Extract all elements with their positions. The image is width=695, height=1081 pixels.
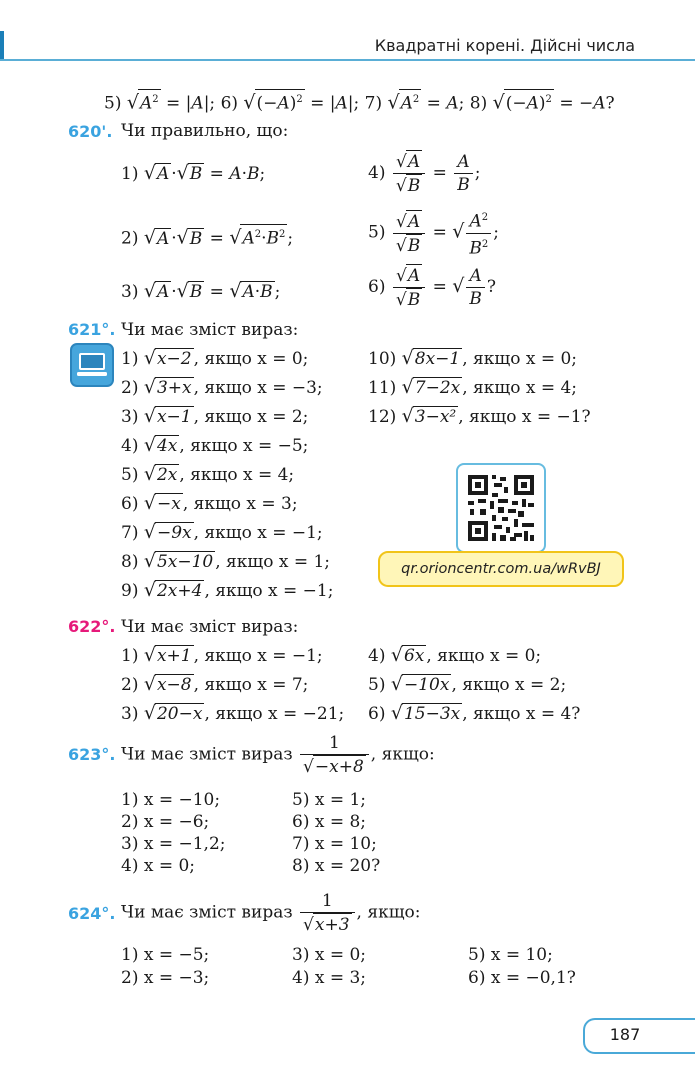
p621-condition: , якщо x = −3; (193, 378, 323, 398)
p621-radicand (155, 551, 215, 572)
problem-621-question: Чи має зміст вираз: (121, 320, 299, 340)
p621-item (121, 580, 333, 601)
p622-condition: , якщо x = 4? (462, 704, 581, 724)
p621-radicand-text: 3−x² (414, 407, 457, 427)
p622-radicand-text: 15−3x (403, 704, 461, 724)
p621-radicand-text: 5x−10 (156, 552, 214, 572)
p624-item: 4) x = 3; (292, 968, 367, 988)
p621-item-number: 12) (368, 407, 397, 427)
sqrt-symbol: √ (390, 673, 403, 695)
sqrt-symbol: √ (143, 644, 156, 666)
p621-condition: , якщо x = −1; (193, 523, 323, 543)
p621-radicand (155, 435, 179, 456)
problem-624-question: Чи має зміст вираз $\frac{1}{√x+3}$ , якщо: (121, 891, 421, 935)
p622-radicand (155, 645, 194, 666)
item-620-4: 4) $\frac{√A}{√B}$ = $\frac{A}{B}$ ; (368, 152, 481, 196)
p624-item: 1) x = −5; (121, 945, 210, 965)
sqrt-symbol: √ (143, 521, 156, 543)
page-number-box (583, 1018, 695, 1054)
qr-code[interactable] (456, 463, 546, 553)
p623-item: 5) x = 1; (292, 790, 367, 810)
sqrt-symbol: √ (401, 376, 414, 398)
p621-item-number: 5) (121, 465, 139, 485)
p622-radicand-text: −10x (403, 675, 450, 695)
computer-icon (70, 343, 114, 387)
p621-radicand-text: x−1 (156, 407, 192, 427)
p621-condition: , якщо x = −5; (179, 436, 309, 456)
sqrt-symbol: √ (390, 644, 403, 666)
p621-radicand (413, 377, 462, 398)
p621-condition: , якщо x = −1; (204, 581, 334, 601)
p621-item-number: 11) (368, 378, 397, 398)
p621-condition: , якщо x = 1; (215, 552, 331, 572)
sqrt-symbol: √ (143, 434, 156, 456)
problem-number-620: 620'. (68, 122, 113, 141)
p621-item-number: 6) (121, 494, 139, 514)
p621-radicand (155, 406, 194, 427)
p621-condition: , якщо x = 4; (179, 465, 295, 485)
p622-radicand (155, 703, 204, 724)
p623-item: 4) x = 0; (121, 856, 196, 876)
p621-radicand-text: 8x−1 (414, 349, 461, 369)
p622-item-number: 5) (368, 675, 386, 695)
p622-item-number: 6) (368, 704, 386, 724)
p622-item-number: 3) (121, 704, 139, 724)
sqrt-symbol: √ (143, 550, 156, 572)
p622-radicand (155, 674, 194, 695)
p621-radicand-text: x−2 (156, 349, 192, 369)
p621-radicand (413, 406, 458, 427)
p621-condition: , якщо x = 4; (462, 378, 578, 398)
sqrt-symbol: √ (143, 376, 156, 398)
p621-item (121, 493, 298, 514)
problem-number-624: 624°. (68, 904, 116, 923)
chapter-title: Квадратні корені. Дійсні числа (374, 36, 635, 55)
p621-item-number: 7) (121, 523, 139, 543)
p622-radicand-text: x+1 (156, 646, 192, 666)
p622-item (368, 703, 580, 724)
header-line (0, 59, 695, 61)
item-620-1: 1) √A ·√B = A·B; (121, 162, 266, 184)
sqrt-symbol: √ (143, 702, 156, 724)
p623-item: 1) x = −10; (121, 790, 221, 810)
p624-item: 3) x = 0; (292, 945, 367, 965)
item-620-3: 3) √A ·√B = √A·B ; (121, 280, 281, 302)
p621-item-number: 3) (121, 407, 139, 427)
p621-radicand-text: 3+x (156, 378, 192, 398)
continuation-line: 5) $√A^2 = |A|$; 6) $√(-A)^2 = |A|$; 7) $√A^2 = A$; 8) $√(-A)^2 = -A$? (104, 89, 615, 114)
p621-radicand-text: 2x (156, 465, 178, 485)
p622-item (121, 645, 323, 666)
problem-620-question: Чи правильно, що: (121, 121, 289, 141)
p621-item-number: 10) (368, 349, 397, 369)
p621-item (368, 406, 591, 427)
p622-condition: , якщо x = −21; (204, 704, 345, 724)
p622-condition: , якщо x = 7; (193, 675, 309, 695)
p621-item (121, 435, 308, 456)
qr-link[interactable]: qr.orioncentr.com.ua/wRvBJ (378, 551, 624, 587)
p622-radicand (402, 703, 462, 724)
page-number: 187 (609, 1025, 641, 1044)
p622-condition: , якщо x = 2; (451, 675, 567, 695)
problem-number-622: 622°. (68, 617, 116, 636)
p621-radicand (155, 464, 179, 485)
sqrt-symbol: √ (143, 347, 156, 369)
p621-radicand (155, 493, 183, 514)
sqrt-symbol: √ (143, 492, 156, 514)
p621-radicand (413, 348, 462, 369)
p621-item (121, 551, 330, 572)
sqrt-symbol: √ (401, 405, 414, 427)
p624-item: 5) x = 10; (468, 945, 553, 965)
p622-radicand-text: 20−x (156, 704, 203, 724)
p621-item-number: 2) (121, 378, 139, 398)
p623-item: 6) x = 8; (292, 812, 367, 832)
p621-item (121, 348, 308, 369)
p621-condition: , якщо x = 3; (182, 494, 298, 514)
problem-622-question: Чи має зміст вираз: (121, 617, 299, 637)
p622-item (121, 703, 344, 724)
p622-item (368, 674, 566, 695)
p621-radicand (155, 580, 204, 601)
p621-radicand-text: 4x (156, 436, 178, 456)
item-620-5: 5) $\frac{√A}{√B}$ = √ $\frac{A^2}{B^2}$ ; (368, 207, 499, 259)
p623-item: 3) x = −1,2; (121, 834, 226, 854)
p621-condition: , якщо x = 0; (193, 349, 309, 369)
p622-radicand (402, 645, 426, 666)
p624-item: 6) x = −0,1? (468, 968, 576, 988)
p621-radicand-text: −x (156, 494, 181, 514)
page-header (0, 31, 695, 61)
p621-item (121, 377, 323, 398)
sqrt-symbol: √ (401, 347, 414, 369)
problem-number-621: 621°. (68, 320, 116, 339)
p623-item: 7) x = 10; (292, 834, 377, 854)
p621-item (121, 406, 308, 427)
p621-condition: , якщо x = 2; (193, 407, 309, 427)
sqrt-symbol: √ (390, 702, 403, 724)
p624-item: 2) x = −3; (121, 968, 210, 988)
p622-item-number: 1) (121, 646, 139, 666)
p621-item-number: 1) (121, 349, 139, 369)
sqrt-symbol: √ (143, 579, 156, 601)
p621-condition: , якщо x = 0; (462, 349, 578, 369)
p622-item-number: 2) (121, 675, 139, 695)
problem-623-question: Чи має зміст вираз $\frac{1}{√-x+8}$ , якщо: (121, 733, 435, 777)
p621-item-number: 8) (121, 552, 139, 572)
p622-radicand (402, 674, 451, 695)
p621-item (121, 522, 323, 543)
p621-radicand (155, 348, 194, 369)
p622-item (368, 645, 541, 666)
p623-item: 8) x = 20? (292, 856, 381, 876)
p621-radicand (155, 522, 194, 543)
item-620-2: 2) $√A \cdot√B = √A^2\cdot B^2$ ; (121, 224, 293, 249)
p621-item-number: 9) (121, 581, 139, 601)
p621-item (121, 464, 294, 485)
p622-radicand-text: x−8 (156, 675, 192, 695)
p621-item (368, 377, 577, 398)
p621-condition: , якщо x = −1? (458, 407, 591, 427)
p622-condition: , якщо x = 0; (426, 646, 542, 666)
item-620-6: 6) $\frac{√A}{√B}$ = √ $\frac{A}{B}$ ? (368, 266, 496, 310)
p621-item (368, 348, 577, 369)
p622-condition: , якщо x = −1; (193, 646, 323, 666)
problem-number-623: 623°. (68, 745, 116, 764)
header-accent (0, 31, 4, 61)
p621-item-number: 4) (121, 436, 139, 456)
p622-item-number: 4) (368, 646, 386, 666)
p621-radicand-text: −9x (156, 523, 192, 543)
sqrt-symbol: √ (143, 463, 156, 485)
p623-item: 2) x = −6; (121, 812, 210, 832)
sqrt-symbol: √ (143, 673, 156, 695)
p621-radicand-text: 2x+4 (156, 581, 203, 601)
sqrt-symbol: √ (143, 405, 156, 427)
p621-radicand (155, 377, 194, 398)
p622-radicand-text: 6x (403, 646, 425, 666)
p622-item (121, 674, 308, 695)
p621-radicand-text: 7−2x (414, 378, 461, 398)
